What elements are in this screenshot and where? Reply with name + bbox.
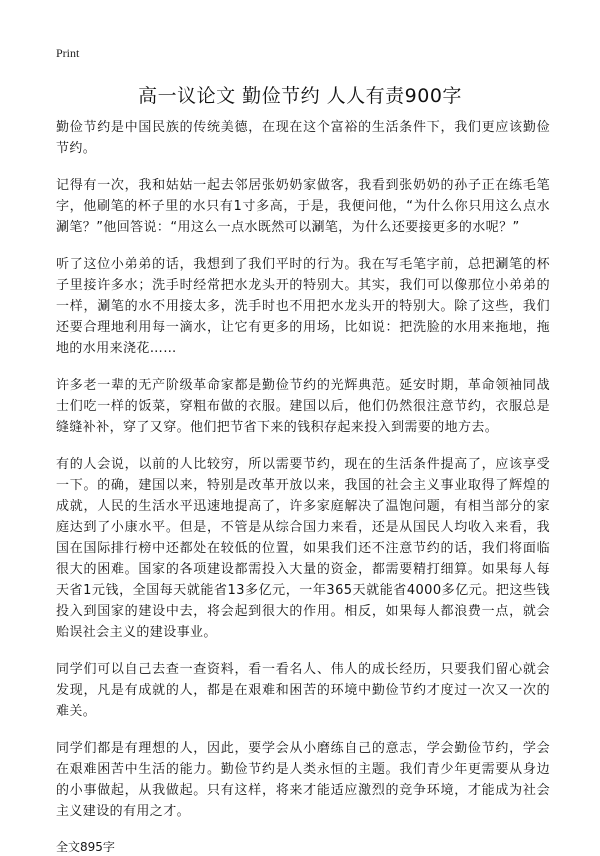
paragraph-6: 同学们可以自己去查一查资料，看一看名人、伟人的成长经历，只要我们留心就会发现，凡是有成就的人，都是在艰难和困苦的环境中勤俭节约才度过一次又一次的难关。 (56, 662, 550, 719)
paragraph-7: 同学们都是有理想的人，因此，要学会从小磨练自己的意志，学会勤俭节约，学会在艰难困苦中生活的能力。勤俭节约是人类永恒的主题。我们青少年更需要从身边的小事做起，从我做起。只有这样，将来才能适应激烈的竞争环境，才能成为社会主义建设的有用之才。 (56, 741, 550, 819)
paragraph-5: 有的人会说，以前的人比较穷，所以需要节约，现在的生活条件提高了，应该享受一下。的确，建国以来，特别是改革开放以来，我国的社会主义事业取得了辉煌的成就，人民的生活水平迅速地提高了，许多家庭解决了温饱问题，有相当部分的家庭达到了小康水平。但是，不管是从综合国力来看，还是从国民人均收入来看，我国在国际排行榜中还都处在较低的位置，如果我们还不注意节约的话，我们将面临很大的困难。国家的各项建设都需投入大量的资金，都需要精打细算。如果每人每天省1元钱，全国每天就能省13多亿元，一年365天就能省4000多亿元。把这些钱投入到国家的建设中去，将会起到很大的作用。相反，如果每人都浪费一点，就会贻误社会主义的建设事业。 (56, 457, 550, 640)
word-count: 全文895字 (56, 840, 115, 854)
paragraph-1: 勤俭节约是中国民族的传统美德，在现在这个富裕的生活条件下，我们更应该勤俭节约。 (56, 120, 550, 156)
page-title: 高一议论文 勤俭节约 人人有责900字 (138, 85, 462, 107)
paragraph-3: 听了这位小弟弟的话，我想到了我们平时的行为。我在写毛笔字前，总把涮笔的杯子里接许多水；洗手时经常把水龙头开的特别大。其实，我们可以像那位小弟弟的一样，涮笔的水不用接太多，洗手时也不用把水龙头开的特别大。除了这些，我们还要合理地利用每一滴水，让它有更多的用场，比如说：把洗脸的水用来拖地，拖地的水用来浇花…… (56, 257, 550, 356)
paragraph-2: 记得有一次，我和姑姑一起去邻居张奶奶家做客，我看到张奶奶的孙子正在练毛笔字，他刷笔的杯子里的水只有1寸多高，于是，我便问他，“为什么你只用这么点水涮笔？”他回答说：“用这么一点水既然可以涮笔，为什么还要接更多的水呢？” (56, 178, 550, 235)
print-link[interactable]: Print (56, 46, 80, 60)
essay-body (56, 117, 550, 856)
paragraph-4: 许多老一辈的无产阶级革命家都是勤俭节约的光辉典范。延安时期，革命领袖同战士们吃一样的饭菜，穿粗布做的衣服。建国以后，他们仍然很注意节约，衣服总是缝缝补补，穿了又穿。他们把节省下来的钱积存起来投入到需要的地方去。 (56, 378, 550, 435)
